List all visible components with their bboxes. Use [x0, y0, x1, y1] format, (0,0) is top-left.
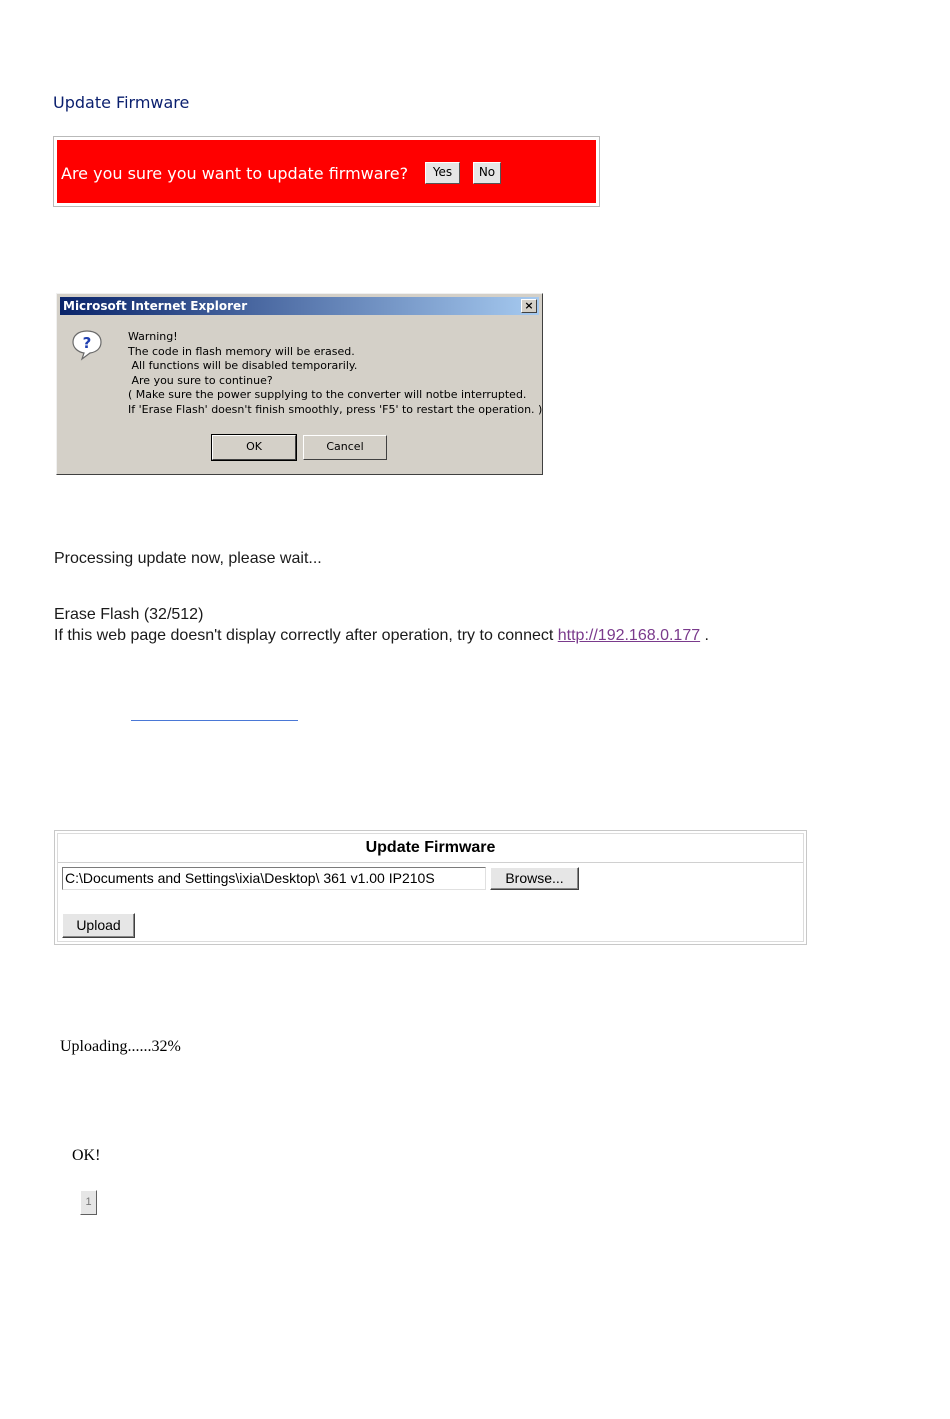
update-firmware-form	[54, 830, 807, 945]
hint-prefix: If this web page doesn't display correctly after operation, try to connect	[54, 627, 558, 644]
dialog-cancel-button[interactable]: Cancel	[303, 435, 387, 460]
ie-warning-dialog	[56, 293, 543, 475]
form-title: Update Firmware	[58, 834, 803, 863]
dialog-title: Microsoft Internet Explorer	[63, 299, 248, 313]
processing-status: Processing update now, please wait...	[54, 550, 322, 567]
upload-button[interactable]: Upload	[62, 913, 135, 938]
yes-button[interactable]: Yes	[425, 162, 460, 184]
empty-link-underline[interactable]	[131, 720, 298, 721]
dialog-ok-button[interactable]: OK	[212, 435, 296, 460]
update-firmware-title: Update Firmware	[53, 93, 190, 112]
browse-button[interactable]: Browse...	[490, 867, 579, 890]
upload-progress-text: Uploading......32%	[60, 1038, 181, 1055]
confirm-question: Are you sure you want to update firmware?	[61, 164, 409, 183]
dialog-title-bar	[60, 297, 539, 315]
result-button[interactable]: 1	[80, 1190, 97, 1215]
question-icon	[70, 328, 104, 362]
dialog-close-button[interactable]: ×	[521, 299, 537, 313]
device-ip-link[interactable]: http://192.168.0.177	[557, 627, 701, 644]
erase-progress: Erase Flash (32/512)	[54, 606, 204, 623]
result-text: OK!	[72, 1147, 101, 1164]
firmware-file-input[interactable]: C:\Documents and Settings\ixia\Desktop\ 361 v1.00 IP210S	[62, 867, 486, 890]
svg-text:?: ?	[82, 334, 92, 352]
dialog-message: Warning! The code in flash memory will be erased. All functions will be disabled temporarily. Are you sure to continue? ( Make sure the power supplying to the converter will notbe interrupted. If 'Erase Flash' doesn't finish smoothly, press 'F5' to restart the operation. )	[128, 330, 543, 416]
hint-suffix: .	[700, 627, 709, 644]
confirm-banner	[53, 136, 600, 207]
reconnect-hint	[54, 627, 709, 645]
confirm-banner-body	[57, 140, 596, 203]
form-inner	[57, 833, 804, 942]
no-button[interactable]: No	[473, 162, 501, 184]
